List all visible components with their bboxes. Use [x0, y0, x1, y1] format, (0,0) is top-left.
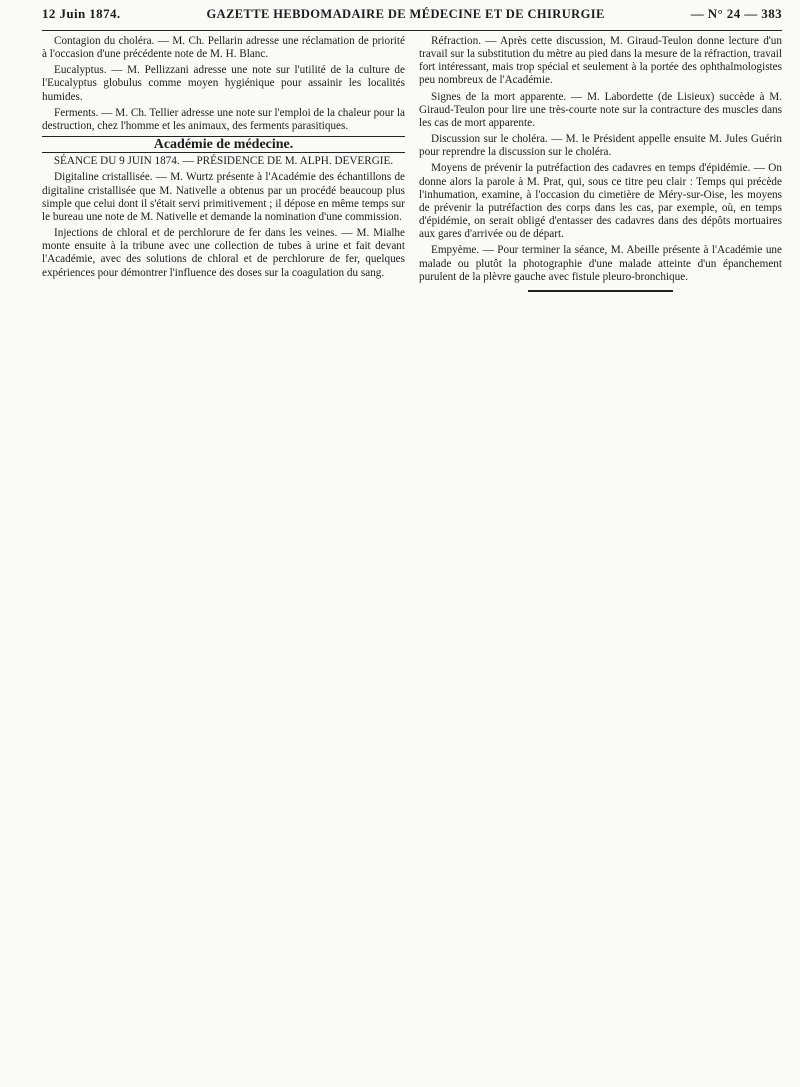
- paragraph: Eucalyptus. — M. Pellizzani adresse une note sur l'utilité de la culture de l'Eucalyptus globulus comme moyen hygiénique pour assainir les localités humides.: [42, 64, 405, 103]
- issue-date: 12 Juin 1874.: [42, 6, 121, 21]
- page-number: 383: [761, 6, 782, 21]
- issue-number: — N° 24 —: [690, 6, 758, 21]
- right-column: [419, 35, 782, 1075]
- paragraph: Moyens de prévenir la putréfaction des cadavres en temps d'épidémie. — On donne alors la parole à M. Prat, qui, sous ce titre peu clair : Temps qui précède l'inhumation, examine, à l'occasion du cimetière de Méry-sur-Oise, les moyens de prévenir la putréfaction des corps dans les cas, par exemple, où, en temps d'épidémie, on serait obligé d'entasser des cadavres dans des dépôts mortuaires aux gares d'arrivée ou de départ.: [419, 162, 782, 241]
- paragraph: Injections de chloral et de perchlorure de fer dans les veines. — M. Mialhe monte ensuite à la tribune avec une collection de tubes à urine et fait devant l'Académie, avec des solutions de chloral et de perchlorure de fer, quelques expériences pour démontrer l'influence des doses sur la coagulation du sang.: [42, 227, 405, 279]
- page-header: [42, 6, 782, 28]
- left-column: [42, 35, 405, 1075]
- section-title: Académie de médecine.: [42, 136, 405, 153]
- session-line: SÉANCE DU 9 JUIN 1874. — PRÉSIDENCE DE M. ALPH. DEVERGIE.: [53, 155, 394, 168]
- issue-number-and-page: [691, 6, 782, 22]
- journal-title: GAZETTE HEBDOMADAIRE DE MÉDECINE ET DE CHIRURGIE: [206, 7, 605, 21]
- paragraph: Digitaline cristallisée. — M. Wurtz présente à l'Académie des échantillons de digitaline cristallisée que M. Nativelle a obtenus par un procédé beaucoup plus simple que celui dont il s'était servi primitivement ; il dépose en même temps sur le bureau une note de M. Nativelle et demande la nomination d'une commission.: [42, 171, 405, 223]
- paragraph: Réfraction. — Après cette discussion, M. Giraud-Teulon donne lecture d'un travail sur la substitution du mètre au pied dans la mesure de la réfraction, travail fort intéressant, mais trop spécial et seulement à la portée des ophthalmologistes peu nombreux de l'Académie.: [419, 35, 782, 87]
- paragraph: Contagion du choléra. — M. Ch. Pellarin adresse une réclamation de priorité à l'occasion d'une précédente note de M. H. Blanc.: [42, 35, 405, 61]
- paragraph: Empyème. — Pour terminer la séance, M. Abeille présente à l'Académie une malade ou plutôt la photographie d'une malade atteinte d'un épanchement purulent de la plèvre gauche avec fistule pleuro-bronchique.: [419, 244, 782, 283]
- paragraph: Discussion sur le choléra. — M. le Président appelle ensuite M. Jules Guérin pour reprendre la discussion sur le choléra.: [419, 133, 782, 159]
- text-columns: [42, 35, 782, 1075]
- end-rule: [528, 290, 673, 292]
- paragraph: Ferments. — M. Ch. Tellier adresse une note sur l'emploi de la chaleur pour la destruction, chez l'homme et les animaux, des ferments parasitiques.: [42, 106, 405, 132]
- header-rule: [42, 30, 782, 31]
- paragraph: Signes de la mort apparente. — M. Labordette (de Lisieux) succède à M. Giraud-Teulon pour lire une très-courte note sur la contracture des muscles dans les cas de mort apparente.: [419, 90, 782, 129]
